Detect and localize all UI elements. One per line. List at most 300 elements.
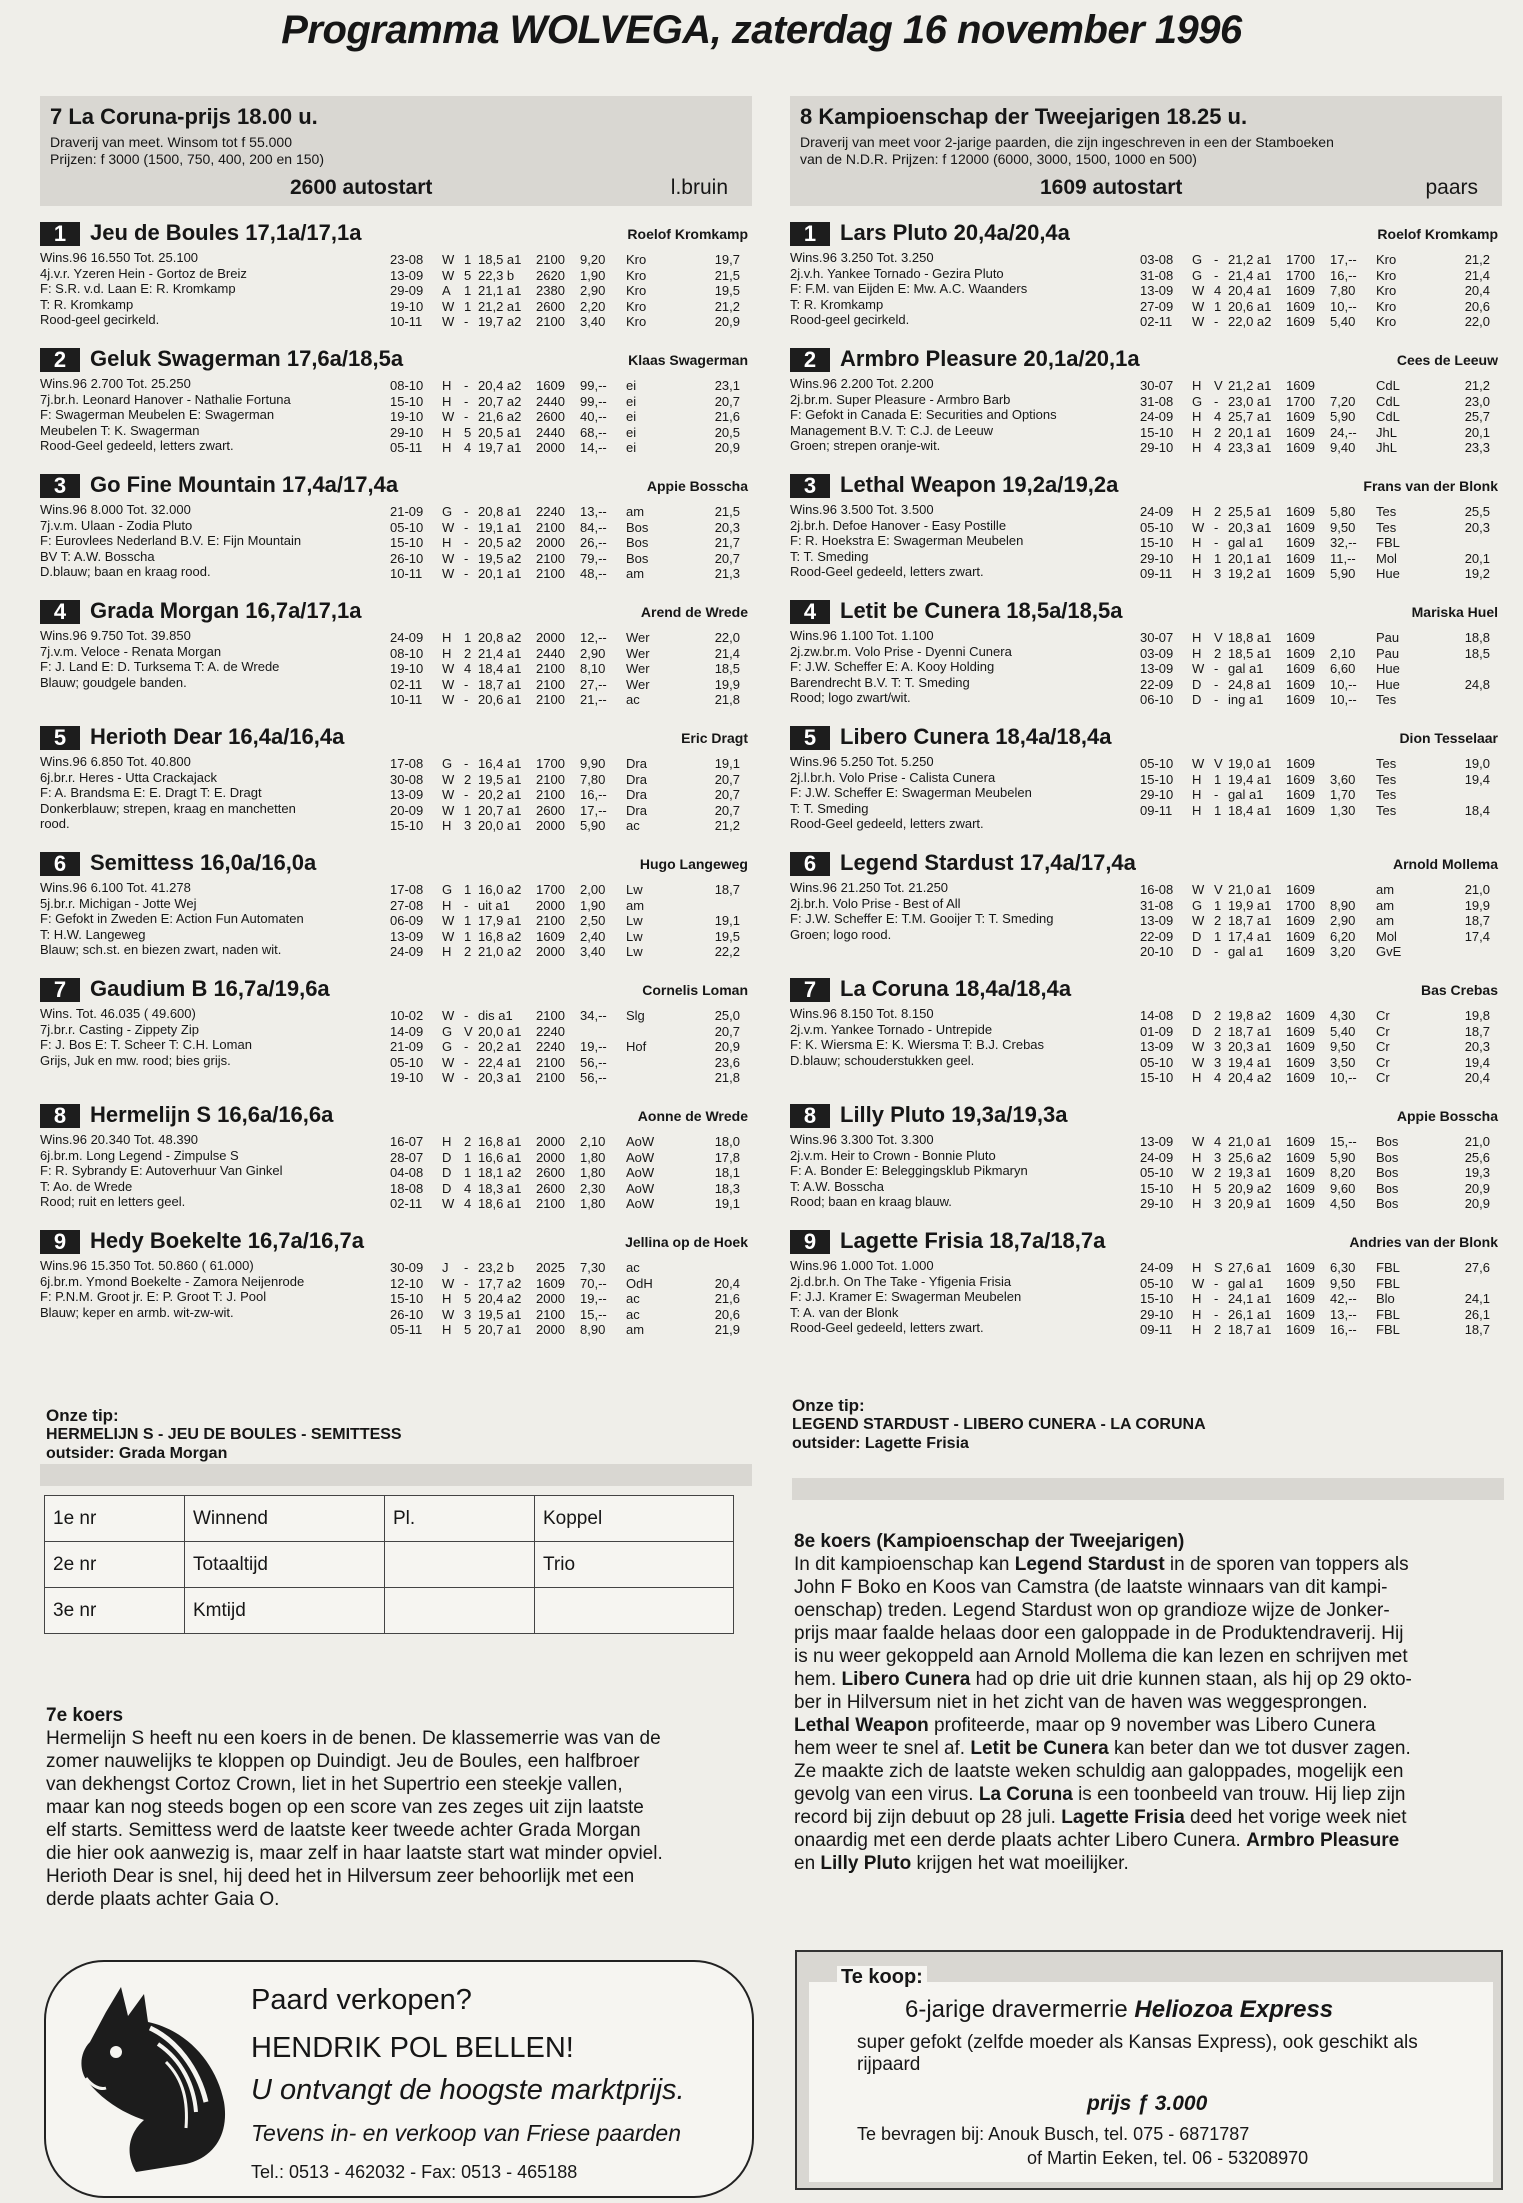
horse-info-line: F: Swagerman Meubelen E: Swagerman — [40, 407, 275, 423]
result-driver: Wer — [626, 661, 650, 677]
result-time: 18,4 a1 — [478, 661, 522, 677]
result-distance: 2100 — [536, 692, 565, 708]
result-odds: 42,-- — [1330, 1291, 1357, 1307]
horse-name: Herioth Dear 16,4a/16,4a — [90, 724, 345, 749]
result-odds: 17,-- — [1330, 252, 1357, 267]
result-date: 10-02 — [390, 1008, 424, 1023]
horse-results — [390, 1008, 752, 1086]
bet-cell[interactable] — [385, 1542, 535, 1588]
result-driver: ac — [626, 1260, 640, 1275]
result-time: 18,5 a1 — [1228, 645, 1272, 661]
result-date: 31-08 — [1140, 897, 1174, 913]
for-sale-heading: Te koop: — [837, 1966, 927, 1989]
result-distance: 2000 — [536, 818, 565, 834]
result-date: 24-09 — [1140, 504, 1174, 519]
result-place: - — [464, 393, 469, 409]
bet-cell[interactable]: 1e nr — [45, 1496, 185, 1542]
ad-left-line-1: Paard verkopen? — [251, 1984, 472, 2016]
horse-info-line: Groen; strepen oranje-wit. — [790, 438, 941, 454]
result-date: 10-11 — [390, 692, 423, 708]
horse-name: Legend Stardust 17,4a/17,4a — [840, 850, 1136, 875]
commentary-line: hem weer te snel af. Letit be Cunera kan beter dan we tot dusver zagen. — [794, 1738, 1411, 1759]
result-time: 25,7 a1 — [1228, 409, 1272, 425]
horse-results — [390, 630, 752, 708]
horse-info-line: F: P.N.M. Groot jr. E: P. Groot T: J. Pool — [40, 1289, 267, 1305]
result-row — [1140, 944, 1502, 960]
result-odds: 56,-- — [580, 1070, 607, 1086]
race-8-tip-text: LEGEND STARDUST - LIBERO CUNERA - LA CORUNA — [792, 1416, 1206, 1433]
result-km-time: 25,7 — [1464, 409, 1490, 425]
result-row — [390, 929, 752, 945]
horse-info-line: 6j.br.r. Heres - Utta Crackajack — [40, 769, 217, 785]
result-odds: 2,00 — [580, 882, 606, 897]
horse-info-line: 2j.l.br.h. Volo Prise - Calista Cunera — [790, 769, 996, 785]
horse-info-line: Wins.96 1.100 Tot. 1.100 — [790, 628, 934, 643]
horse-info-line: 2j.br.h. Volo Prise - Best of All — [790, 895, 961, 911]
result-row — [390, 787, 752, 803]
horse-driver-name: Eric Dragt — [681, 730, 748, 746]
result-driver: ei — [626, 378, 637, 393]
horse-info-line: Blauw; keper en armb. wit-zw-wit. — [40, 1304, 234, 1320]
horse-info-line: F: Gefokt in Canada E: Securities and Options — [790, 407, 1057, 423]
result-driver: Hue — [1376, 676, 1400, 692]
result-date: 22-09 — [1140, 928, 1174, 944]
result-track: W — [442, 676, 455, 692]
result-track: H — [442, 1322, 452, 1338]
horse-number-badge: 9 — [790, 1230, 830, 1254]
horse-number-badge: 8 — [790, 1104, 830, 1128]
result-track: D — [1192, 944, 1202, 960]
result-distance: 2100 — [536, 519, 565, 535]
result-distance: 1609 — [1286, 1054, 1315, 1070]
result-place: - — [1214, 393, 1219, 409]
result-driver: Pau — [1376, 630, 1400, 645]
result-odds: 16,-- — [580, 787, 607, 803]
result-date: 29-10 — [1140, 787, 1174, 803]
result-time: 23,2 b — [478, 1260, 515, 1275]
result-odds: 16,-- — [1330, 267, 1357, 283]
horse-info-line: Rood-Geel gedeeld, letters zwart. — [790, 564, 984, 580]
result-distance: 1609 — [536, 378, 565, 393]
result-place: 2 — [464, 771, 472, 787]
result-track: D — [1192, 1008, 1202, 1023]
result-km-time: 23,3 — [1464, 440, 1490, 456]
result-date: 21-09 — [390, 504, 424, 519]
result-date: 10-11 — [390, 314, 423, 330]
result-driver: am — [626, 504, 645, 519]
result-date: 05-10 — [1140, 756, 1174, 771]
result-odds: 14,-- — [580, 440, 607, 456]
result-place: - — [1214, 661, 1219, 677]
race-8-desc-1: Draverij van meet voor 2-jarige paarden, die zijn ingeschreven in een der Stamboeken — [800, 134, 1334, 150]
result-distance: 2600 — [536, 1165, 565, 1181]
result-km-time: 18,3 — [714, 1180, 740, 1196]
result-place: 1 — [464, 802, 472, 818]
result-date: 15-10 — [1140, 1291, 1174, 1307]
horse-info-line: Wins.96 9.750 Tot. 39.850 — [40, 628, 191, 643]
bet-cell[interactable]: 3e nr — [45, 1588, 185, 1634]
result-driver: Dra — [626, 771, 647, 787]
horse-info-line: T: Ao. de Wrede — [40, 1178, 133, 1194]
result-km-time: 20,7 — [714, 1023, 740, 1039]
result-driver: ac — [626, 1306, 640, 1322]
bet-cell[interactable]: Trio — [535, 1542, 734, 1588]
result-distance: 2440 — [536, 424, 565, 440]
result-time: 20,6 a1 — [478, 692, 522, 708]
bet-cell[interactable] — [385, 1588, 535, 1634]
result-track: H — [1192, 802, 1202, 818]
result-row — [390, 535, 752, 551]
result-place: 4 — [1214, 283, 1222, 299]
result-km-time: 20,3 — [1464, 519, 1490, 535]
horse-info-line: Rood; baan en kraag blauw. — [790, 1194, 952, 1210]
result-km-time: 22,0 — [1464, 314, 1490, 330]
result-distance: 1609 — [1286, 424, 1315, 440]
result-time: 20,1 a1 — [1228, 424, 1272, 440]
result-driver: Wer — [626, 676, 650, 692]
result-date: 03-08 — [1140, 252, 1174, 267]
result-odds: 3,40 — [580, 314, 606, 330]
race-8-commentary-body — [794, 1553, 1506, 1875]
result-km-time: 21,0 — [1464, 882, 1490, 897]
result-odds: 8,90 — [1330, 897, 1356, 913]
result-row — [390, 803, 752, 819]
result-row — [1140, 929, 1502, 945]
result-time: 20,9 a1 — [1228, 1196, 1272, 1212]
result-place: 2 — [1214, 1322, 1222, 1338]
result-date: 14-09 — [390, 1023, 424, 1039]
result-track: H — [442, 645, 452, 661]
result-time: 18,8 a1 — [1228, 630, 1272, 645]
result-odds: 5,90 — [1330, 1149, 1356, 1165]
result-km-time: 21,6 — [714, 409, 740, 425]
result-date: 13-09 — [1140, 1134, 1174, 1149]
result-distance: 2000 — [536, 440, 565, 456]
result-distance: 1609 — [1286, 440, 1315, 456]
bet-form-table — [44, 1495, 734, 1634]
horse-info-line: F: J. Land E: D. Turksema T: A. de Wrede — [40, 659, 280, 675]
result-place: 2 — [1214, 424, 1222, 440]
result-driver: ei — [626, 409, 637, 425]
result-distance: 2600 — [536, 298, 565, 314]
result-date: 26-10 — [390, 1306, 424, 1322]
result-date: 13-09 — [390, 267, 424, 283]
result-km-time: 20,7 — [714, 550, 740, 566]
result-odds: 13,-- — [580, 504, 607, 519]
result-row — [1140, 1039, 1502, 1055]
result-time: gal a1 — [1228, 535, 1264, 551]
result-km-time: 19,4 — [1464, 1054, 1490, 1070]
horse-number-badge: 6 — [40, 852, 80, 876]
horse-info-line: Wins.96 8.000 Tot. 32.000 — [40, 502, 191, 517]
bet-cell[interactable]: Pl. — [385, 1496, 535, 1542]
result-odds: 9,90 — [580, 756, 606, 771]
horse-info-line: F: Eurovlees Nederland B.V. E: Fijn Mountain — [40, 533, 302, 549]
result-date: 06-09 — [390, 913, 424, 929]
result-driver: CdL — [1376, 409, 1400, 425]
result-time: 18,1 a2 — [478, 1165, 522, 1181]
result-track: G — [1192, 252, 1203, 267]
result-track: G — [442, 1039, 453, 1055]
horse-info — [40, 502, 400, 580]
horse-info-line: Wins.96 2.700 Tot. 25.250 — [40, 376, 191, 391]
horse-driver-name: Cornelis Loman — [642, 982, 748, 998]
result-odds: 34,-- — [580, 1008, 607, 1023]
horse-info-line: Wins.96 2.200 Tot. 2.200 — [790, 376, 934, 391]
horse-info-line: Wins.96 3.300 Tot. 3.300 — [790, 1132, 934, 1147]
result-track: W — [442, 566, 455, 582]
horse-results — [1140, 504, 1502, 582]
result-track: W — [442, 913, 455, 929]
result-place: 3 — [1214, 1039, 1222, 1055]
horse-info-line: D.blauw; schouderstukken geel. — [790, 1052, 975, 1068]
result-distance: 2000 — [536, 535, 565, 551]
result-driver: FBL — [1376, 1260, 1400, 1275]
result-date: 30-08 — [390, 771, 424, 787]
result-driver: GvE — [1376, 944, 1402, 960]
result-time: gal a1 — [1228, 787, 1264, 803]
result-date: 22-09 — [1140, 676, 1174, 692]
result-time: 23,3 a1 — [1228, 440, 1272, 456]
horse-name-highlight: Lagette Frisia — [1061, 1807, 1185, 1828]
result-track: W — [442, 314, 455, 330]
result-row — [1140, 394, 1502, 410]
result-place: 2 — [1214, 913, 1222, 929]
horse-results — [1140, 1260, 1502, 1338]
result-driver: Hue — [1376, 566, 1400, 582]
result-km-time: 25,0 — [714, 1008, 740, 1023]
result-date: 19-10 — [390, 409, 424, 425]
result-driver: Bos — [1376, 1180, 1399, 1196]
result-driver: Dra — [626, 802, 647, 818]
result-row — [390, 1196, 752, 1212]
result-odds: 16,-- — [1330, 1322, 1357, 1338]
result-driver: ac — [626, 818, 640, 834]
result-row — [390, 1260, 752, 1276]
bet-cell[interactable]: Koppel — [535, 1496, 734, 1542]
commentary-line: hem. Libero Cunera had op drie uit drie kunnen staan, als hij op 29 okto- — [794, 1669, 1412, 1690]
horse-info-line: Wins.96 3.250 Tot. 3.250 — [790, 250, 934, 265]
result-driver: Kro — [1376, 298, 1397, 314]
race-8-header — [790, 96, 1502, 206]
ad-left-line-3: U ontvangt de hoogste marktprijs. — [251, 2074, 685, 2106]
result-driver: am — [626, 566, 645, 582]
result-date: 18-08 — [390, 1180, 424, 1196]
result-place: 1 — [1214, 897, 1222, 913]
result-distance: 1609 — [1286, 298, 1315, 314]
horse-driver-name: Roelof Kromkamp — [627, 226, 748, 242]
result-driver: Tes — [1376, 771, 1397, 787]
result-time: 18,7 a1 — [478, 676, 522, 692]
result-track: D — [442, 1149, 452, 1165]
bet-cell[interactable] — [535, 1588, 734, 1634]
result-time: 19,2 a1 — [1228, 566, 1272, 582]
result-km-time: 20,9 — [1464, 1180, 1490, 1196]
result-track: W — [1192, 882, 1205, 897]
result-date: 05-10 — [1140, 1275, 1174, 1291]
result-track: H — [1192, 1306, 1202, 1322]
horse-header — [790, 850, 1502, 878]
race-7-desc-2: Prijzen: f 3000 (1500, 750, 400, 200 en 150) — [50, 151, 324, 167]
result-track: W — [1192, 298, 1205, 314]
result-odds: 17,-- — [580, 802, 607, 818]
result-place: - — [464, 314, 469, 330]
result-row — [390, 1134, 752, 1150]
result-date: 31-08 — [1140, 267, 1174, 283]
result-place: - — [464, 1070, 469, 1086]
result-distance: 1609 — [1286, 1023, 1315, 1039]
race-7-tip-text: HERMELIJN S - JEU DE BOULES - SEMITTESS — [46, 1426, 402, 1443]
result-odds: 5,80 — [1330, 504, 1356, 519]
horse-name: Armbro Pleasure 20,1a/20,1a — [840, 346, 1140, 371]
bet-cell[interactable]: Winnend — [185, 1496, 385, 1542]
horse-header — [790, 724, 1502, 752]
result-place: - — [1214, 252, 1219, 267]
horse-entry — [40, 850, 752, 976]
result-row — [1140, 535, 1502, 551]
result-place: 1 — [1214, 298, 1222, 314]
result-driver: JhL — [1376, 424, 1397, 440]
horse-info — [790, 628, 1150, 706]
result-odds: 3,60 — [1330, 771, 1356, 787]
result-row — [1140, 1165, 1502, 1181]
bet-cell[interactable]: 2e nr — [45, 1542, 185, 1588]
result-track: G — [1192, 897, 1203, 913]
result-track: H — [442, 378, 452, 393]
result-track: W — [442, 771, 455, 787]
race-8-color: paars — [1425, 176, 1478, 199]
result-date: 17-08 — [390, 756, 424, 771]
result-date: 09-11 — [1140, 802, 1173, 818]
result-time: 16,4 a1 — [478, 756, 522, 771]
result-row — [1140, 661, 1502, 677]
race-7-color: l.bruin — [670, 176, 728, 199]
horse-header — [40, 346, 752, 374]
result-driver: Dra — [626, 787, 647, 803]
result-distance: 1609 — [1286, 1306, 1315, 1322]
result-distance: 2025 — [536, 1260, 565, 1275]
result-distance: 1609 — [1286, 882, 1315, 897]
race-7-header — [40, 96, 752, 206]
horse-info-line: Rood-Geel gedeeld, letters zwart. — [790, 816, 984, 832]
result-odds: 8,10 — [580, 661, 606, 677]
race-8-title: 8 Kampioenschap der Tweejarigen 18.25 u. — [800, 104, 1248, 129]
result-track: H — [442, 630, 452, 645]
result-odds: 5,90 — [1330, 409, 1356, 425]
result-km-time: 21,5 — [714, 504, 740, 519]
result-place: - — [464, 535, 469, 551]
result-track: H — [442, 897, 452, 913]
result-track: D — [1192, 1023, 1202, 1039]
for-sale-horse-name: Heliozoa Express — [1134, 1996, 1334, 2023]
commentary-line: die hier ook aanwezig is, maar zelf in haar laatste start wat minder opviel. — [46, 1843, 663, 1864]
result-time: 19,5 a1 — [478, 1306, 522, 1322]
commentary-line: ber in Hilversum niet in het zicht van de haven was weggesprongen. — [794, 1692, 1368, 1713]
result-driver: Kro — [1376, 267, 1397, 283]
result-date: 15-10 — [1140, 1180, 1174, 1196]
result-driver: Cr — [1376, 1039, 1390, 1055]
result-odds: 10,-- — [1330, 298, 1357, 314]
horse-info-line: 2j.br.h. Defoe Hanover - Easy Postille — [790, 517, 1007, 533]
result-km-time: 20,9 — [714, 440, 740, 456]
horse-info-line: Rood-Geel gedeeld, letters zwart. — [790, 1320, 984, 1336]
result-place: 3 — [1214, 1054, 1222, 1070]
result-row — [390, 440, 752, 456]
result-km-time: 19,5 — [714, 283, 740, 299]
result-time: 19,3 a1 — [1228, 1165, 1272, 1181]
result-distance: 2000 — [536, 944, 565, 960]
result-row — [1140, 1024, 1502, 1040]
result-date: 15-10 — [1140, 535, 1174, 551]
result-odds: 9,50 — [1330, 1275, 1356, 1291]
result-odds: 2,10 — [580, 1134, 606, 1149]
result-row — [1140, 252, 1502, 268]
result-date: 29-09 — [390, 283, 424, 299]
result-track: W — [442, 519, 455, 535]
result-odds: 9,40 — [1330, 440, 1356, 456]
result-place: - — [464, 1054, 469, 1070]
result-row — [390, 1276, 752, 1292]
result-distance: 1609 — [1286, 1039, 1315, 1055]
result-km-time: 20,9 — [714, 1039, 740, 1055]
race-8-outsider: outsider: Lagette Frisia — [792, 1435, 969, 1452]
result-place: 5 — [464, 1291, 472, 1307]
result-odds: 15,-- — [580, 1306, 607, 1322]
result-driver: Hue — [1376, 661, 1400, 677]
bet-cell[interactable]: Totaaltijd — [185, 1542, 385, 1588]
result-distance: 1609 — [1286, 630, 1315, 645]
horse-header — [790, 1102, 1502, 1130]
result-km-time: 21,7 — [714, 535, 740, 551]
result-row — [1140, 1307, 1502, 1323]
result-km-time: 21,9 — [714, 1322, 740, 1338]
result-track: H — [1192, 409, 1202, 425]
result-track: H — [1192, 1180, 1202, 1196]
result-track: H — [1192, 378, 1202, 393]
bet-cell[interactable]: Kmtijd — [185, 1588, 385, 1634]
horse-name: Go Fine Mountain 17,4a/17,4a — [90, 472, 399, 497]
horse-driver-name: Appie Bosscha — [1396, 1108, 1498, 1124]
result-row — [390, 409, 752, 425]
horse-number-badge: 5 — [40, 726, 80, 750]
result-km-time: 21,8 — [714, 692, 740, 708]
result-date: 13-09 — [1140, 661, 1174, 677]
horse-info-line: F: Gefokt in Zweden E: Action Fun Automaten — [40, 911, 304, 927]
horse-name-highlight: Libero Cunera — [841, 1669, 971, 1690]
result-odds: 1,90 — [580, 897, 606, 913]
result-distance: 2100 — [536, 550, 565, 566]
horse-results — [1140, 1008, 1502, 1086]
result-place: - — [464, 1275, 469, 1291]
result-track: W — [1192, 1039, 1205, 1055]
result-time: 16,8 a1 — [478, 1134, 522, 1149]
horse-driver-name: Appie Bosscha — [646, 478, 748, 494]
result-track: W — [1192, 283, 1205, 299]
result-row — [390, 944, 752, 960]
horse-info — [790, 880, 1150, 942]
result-distance: 2100 — [536, 252, 565, 267]
horse-entry — [790, 1102, 1502, 1228]
result-distance: 1609 — [1286, 1070, 1315, 1086]
result-time: 20,7 a2 — [478, 393, 522, 409]
horse-number-badge: 1 — [40, 222, 80, 246]
result-odds: 27,-- — [580, 676, 607, 692]
result-place: 1 — [464, 1149, 472, 1165]
result-km-time: 21,2 — [714, 298, 740, 314]
result-distance: 1609 — [1286, 519, 1315, 535]
result-track: W — [442, 298, 455, 314]
result-km-time: 20,4 — [1464, 1070, 1490, 1086]
